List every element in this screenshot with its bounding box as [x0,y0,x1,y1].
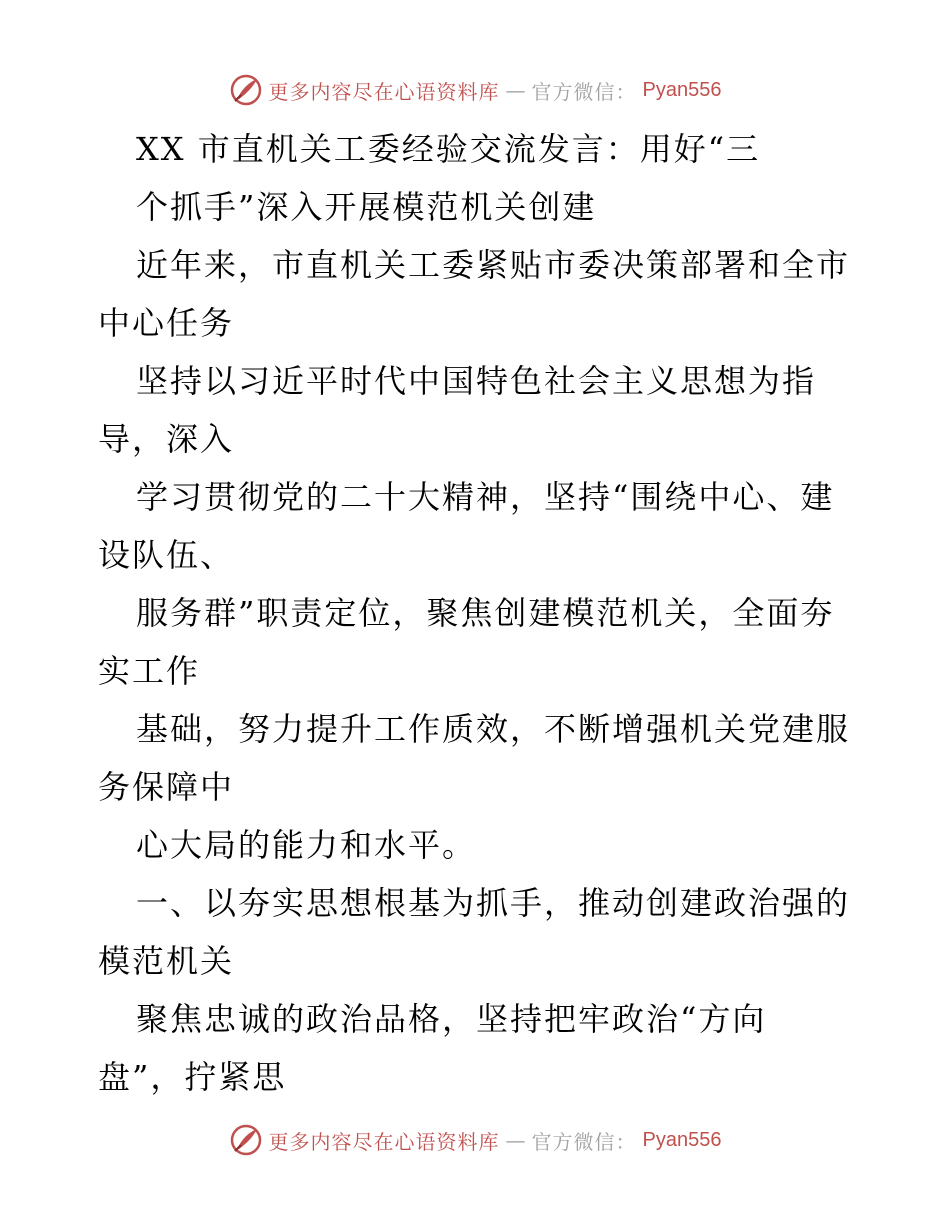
paragraph-line: 坚持以习近平时代中国特色社会主义思想为指 [136,362,817,400]
paragraph-line: 实工作 [98,652,201,690]
paragraph-line: 设队伍、 [98,536,235,574]
footer-watermark-banner [0,1120,950,1160]
banner-wechat-id: Pyan556 [642,1128,722,1151]
paragraph-line: 基础，努力提升工作质效，不断增强机关党建服 [136,710,851,748]
paragraph-line: 中心任务 [98,304,235,342]
section-heading-line: 一、以夯实思想根基为抓手，推动创建政治强的 [136,884,851,922]
header-watermark-banner [0,70,950,110]
paragraph-line: 聚焦忠诚的政治品格，坚持把牢政治“方向 [136,1000,767,1038]
document-title-line-2: 个抓手”深入开展模范机关创建 [136,188,597,226]
banner-wechat-label: 官方微信： [531,79,637,104]
paragraph-line: 心大局的能力和水平。 [136,826,477,864]
paragraph-line: 近年来，市直机关工委紧贴市委决策部署和全市 [136,246,851,284]
banner-wechat-label: 官方微信： [531,1129,637,1154]
document-body [98,120,858,1106]
quill-logo-icon [229,73,263,107]
paragraph-line: 服务群”职责定位，聚焦创建模范机关，全面夯 [136,594,835,632]
paragraph-line: 务保障中 [98,768,235,806]
banner-text: 更多内容尽在心语资料库 [268,79,500,104]
quill-logo-icon [229,1123,263,1157]
banner-separator: — [505,1128,526,1152]
banner-text: 更多内容尽在心语资料库 [268,1129,500,1154]
section-heading-line: 模范机关 [98,942,235,980]
document-title-line-1: XX 市直机关工委经验交流发言：用好“三 [136,130,761,168]
banner-separator: — [505,78,526,102]
banner-wechat-id: Pyan556 [642,78,722,101]
paragraph-line: 盘”，拧紧思 [98,1058,287,1096]
paragraph-line: 导，深入 [98,420,235,458]
paragraph-line: 学习贯彻党的二十大精神，坚持“围绕中心、建 [136,478,835,516]
